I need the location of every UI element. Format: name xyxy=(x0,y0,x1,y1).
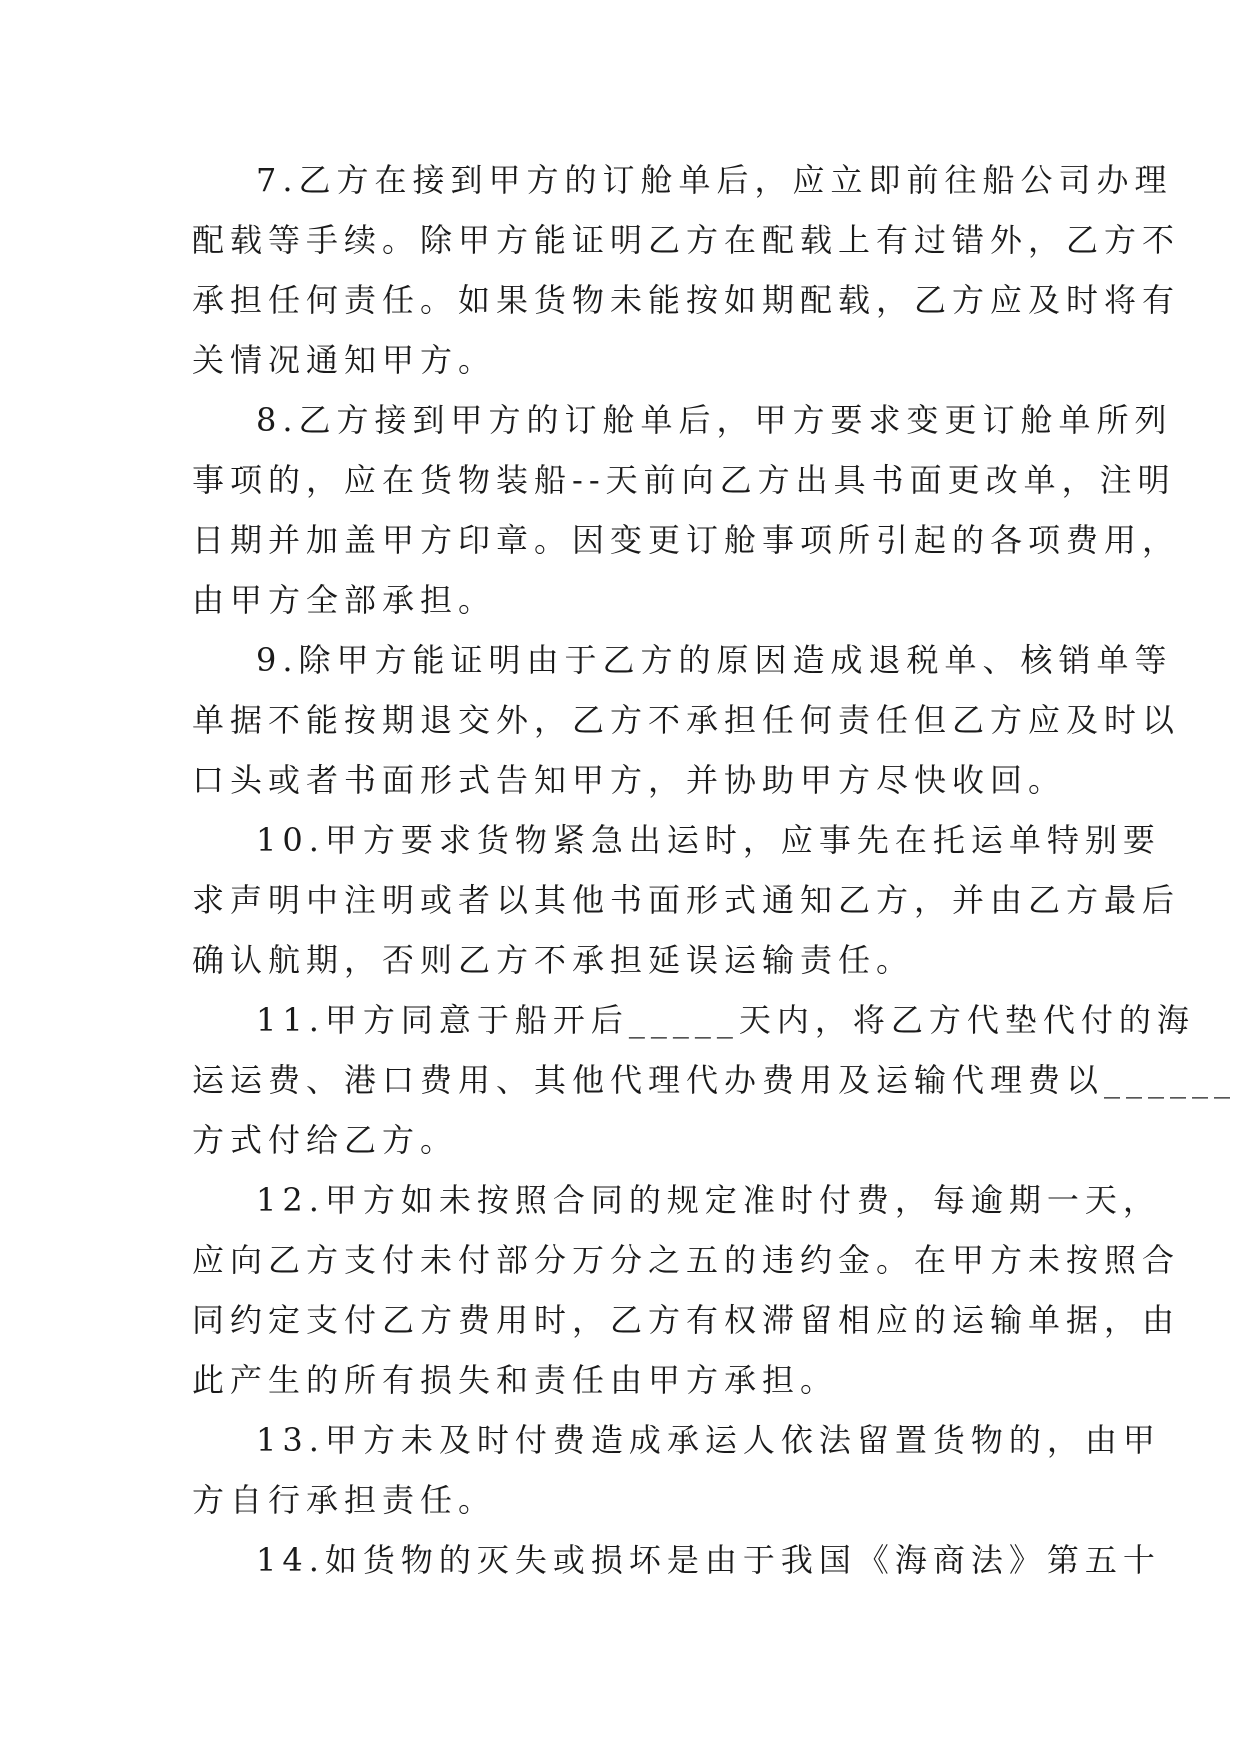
text-line: 配载等手续。除甲方能证明乙方在配载上有过错外，乙方不 xyxy=(192,221,1181,259)
text-line: 此产生的所有损失和责任由甲方承担。 xyxy=(192,1361,839,1399)
text-line: 关情况通知甲方。 xyxy=(192,341,497,379)
text-line: 13.甲方未及时付费造成承运人依法留置货物的，由甲 xyxy=(256,1421,1161,1459)
text-line: 8.乙方接到甲方的订舱单后，甲方要求变更订舱单所列 xyxy=(256,401,1173,439)
clause-11 xyxy=(192,990,1237,1170)
text-line: 求声明中注明或者以其他书面形式通知乙方，并由乙方最后 xyxy=(192,881,1181,919)
text-line: 事项的，应在货物装船--天前向乙方出具书面更改单，注明 xyxy=(192,461,1176,499)
text-line: 单据不能按期退交外，乙方不承担任何责任但乙方应及时以 xyxy=(192,701,1181,739)
text-line: 运运费、港口费用、其他代理代办费用及运输代理费以______ xyxy=(192,1061,1237,1099)
clause-7 xyxy=(192,150,1181,390)
clause-10 xyxy=(192,810,1181,990)
clause-14 xyxy=(192,1530,1161,1590)
clause-12 xyxy=(192,1170,1181,1410)
text-line: 9.除甲方能证明由于乙方的原因造成退税单、核销单等 xyxy=(256,641,1173,679)
text-line: 应向乙方支付未付部分万分之五的违约金。在甲方未按照合 xyxy=(192,1241,1181,1279)
text-line: 同约定支付乙方费用时，乙方有权滞留相应的运输单据，由 xyxy=(192,1301,1181,1339)
text-line: 由甲方全部承担。 xyxy=(192,581,497,619)
text-line: 方式付给乙方。 xyxy=(192,1121,459,1159)
clause-9 xyxy=(192,630,1181,810)
text-line: 承担任何责任。如果货物未能按如期配载，乙方应及时将有 xyxy=(192,281,1181,319)
clause-8 xyxy=(192,390,1181,630)
text-line: 14.如货物的灭失或损坏是由于我国《海商法》第五十 xyxy=(256,1541,1161,1579)
document-body xyxy=(192,150,1237,1590)
text-line: 7.乙方在接到甲方的订舱单后，应立即前往船公司办理 xyxy=(256,161,1173,199)
text-line: 10.甲方要求货物紧急出运时，应事先在托运单特别要 xyxy=(256,821,1161,859)
text-line: 口头或者书面形式告知甲方，并协助甲方尽快收回。 xyxy=(192,761,1067,799)
clause-13 xyxy=(192,1410,1161,1530)
text-line: 方自行承担责任。 xyxy=(192,1481,497,1519)
text-line: 日期并加盖甲方印章。因变更订舱事项所引起的各项费用， xyxy=(192,521,1181,559)
text-line: 确认航期，否则乙方不承担延误运输责任。 xyxy=(192,941,915,979)
text-line: 11.甲方同意于船开后_____天内，将乙方代垫代付的海 xyxy=(256,1001,1195,1039)
text-line: 12.甲方如未按照合同的规定准时付费，每逾期一天， xyxy=(256,1181,1161,1219)
